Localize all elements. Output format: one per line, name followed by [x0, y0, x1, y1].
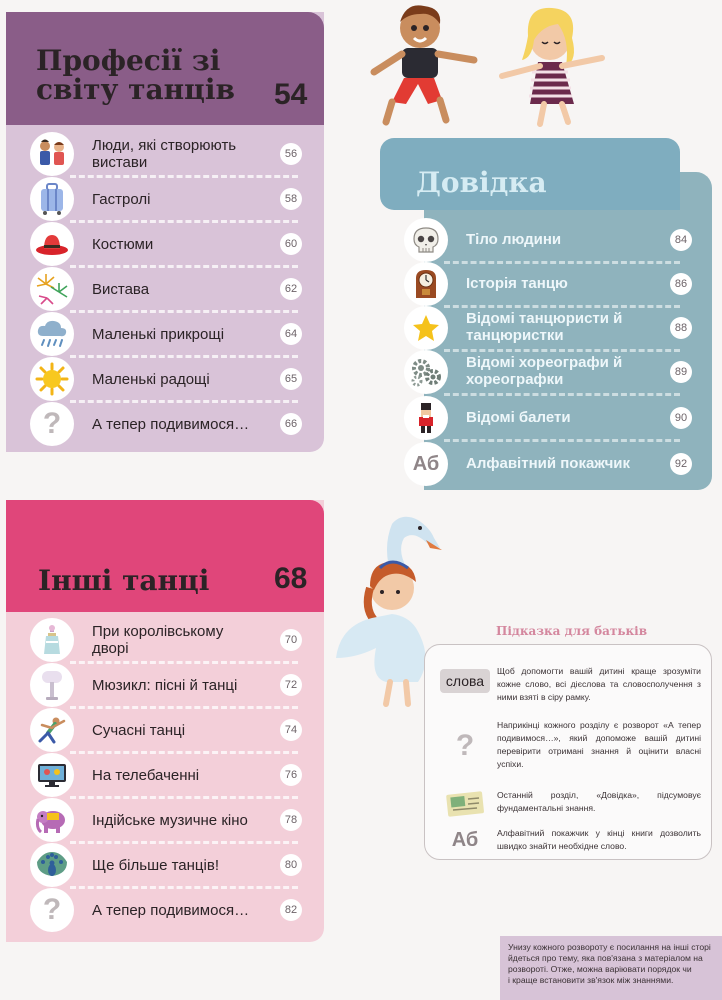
perfume-icon: [30, 618, 74, 662]
star-icon: [404, 306, 448, 350]
other-dances-header: [6, 500, 324, 612]
microphone-icon: [30, 663, 74, 707]
bottom-note: [500, 936, 722, 1000]
question-icon: [435, 729, 495, 763]
other-dances-item-label: На телебаченні: [92, 766, 200, 784]
other-dances-item-label: Мюзикл: пісні й танці: [92, 676, 238, 694]
elephant-icon: [30, 798, 74, 842]
other-dances-item-musical[interactable]: [6, 663, 324, 707]
other-dances-item-label: А тепер подивимося…: [92, 901, 250, 919]
alphabet-icon: [404, 442, 448, 486]
other-dances-page-number: 68: [274, 562, 308, 595]
page-badge: 89: [670, 361, 692, 383]
page-badge: 58: [280, 188, 302, 210]
page-badge: 76: [280, 764, 302, 786]
hint-text: Щоб допомогти вашій дитині краще зрозуміти кожне слово, всі дієслова та словосполучення з ними взяті в сіру рамку.: [497, 666, 701, 702]
postcard-icon: [435, 789, 495, 817]
reference-item-label: Історія танцю: [466, 275, 568, 292]
nutcracker-icon: [404, 396, 448, 440]
page-badge: 56: [280, 143, 302, 165]
hat-icon: [30, 222, 74, 266]
alphabet-glyph: Аб: [412, 452, 440, 475]
professions-item-label: Маленькі прикрощі: [92, 325, 225, 343]
professions-header: [6, 12, 324, 125]
other-dances-item-label: Індійське музичне кіно: [92, 811, 248, 829]
clock-icon: [404, 262, 448, 306]
professions-item-label: Костюми: [92, 235, 154, 253]
professions-item-joys[interactable]: [6, 357, 324, 401]
question-icon: ?: [30, 402, 74, 446]
hint-text: Останній розділ, «Довідка», підсумовує фундаментальні знання.: [497, 790, 701, 813]
question-glyph: ?: [455, 729, 475, 762]
suitcase-icon: [30, 177, 74, 221]
professions-title-line2: світу танців: [36, 73, 235, 107]
page-badge: 84: [670, 229, 692, 251]
dancing-children-illustration: [362, 0, 632, 130]
professions-item-troubles[interactable]: [6, 312, 324, 356]
page-badge: 65: [280, 368, 302, 390]
page-badge: 90: [670, 407, 692, 429]
question-icon: ?: [30, 888, 74, 932]
reference-item-body[interactable]: [380, 218, 700, 262]
reference-title[interactable]: Довідка: [416, 166, 547, 199]
professions-page-number: 54: [274, 78, 308, 111]
page-badge: 88: [670, 317, 692, 339]
reference-item-dancers[interactable]: [380, 306, 700, 350]
reference-item-index[interactable]: [380, 442, 700, 486]
other-dances-section: [6, 500, 324, 942]
reference-header: [380, 138, 680, 210]
word-frame-icon: [435, 669, 495, 693]
page-badge: 78: [280, 809, 302, 831]
reference-item-label: Відомі танцюристи й танцюристки: [466, 310, 623, 344]
hint-text: Алфавітний покажчик у кінці книги дозволить швидко знайти необхідне слово.: [497, 828, 701, 851]
other-dances-item-label: Ще більше танців!: [92, 856, 219, 874]
reference-item-ballets[interactable]: [380, 396, 700, 440]
professions-item-tour[interactable]: [6, 177, 324, 221]
bottom-note-line: йдеться про тему, яка пов'язана з матеріалом на: [508, 953, 703, 963]
hint-text: Наприкінці кожного розділу є розворот «А тепер подивимося…», який допоможе вашій дитині перевірити отримані знання й оцінити власні успіхи.: [497, 720, 701, 769]
other-dances-item-tv[interactable]: [6, 753, 324, 797]
page-badge: 72: [280, 674, 302, 696]
bottom-note-line: і краще встановити зв'язок між знаннями.: [508, 975, 674, 985]
professions-item-label: Маленькі радощі: [92, 370, 210, 388]
rain-cloud-icon: [30, 312, 74, 356]
other-dances-item-quiz[interactable]: [6, 888, 324, 932]
alphabet-glyph: Аб: [451, 829, 479, 851]
other-dances-item-label: Сучасні танці: [92, 721, 186, 739]
page-badge: 82: [280, 899, 302, 921]
professions-item-quiz[interactable]: [6, 402, 324, 446]
other-dances-item-bollywood[interactable]: [6, 798, 324, 842]
reference-item-label: Тіло людини: [466, 231, 562, 248]
professions-title[interactable]: [36, 46, 235, 105]
professions-item-costumes[interactable]: [6, 222, 324, 266]
reference-item-label: Відомі балети: [466, 409, 571, 426]
page-badge: 64: [280, 323, 302, 345]
page-badge: 60: [280, 233, 302, 255]
reference-item-history[interactable]: [380, 262, 700, 306]
bottom-note-line: розвороті. Отже, можна варіювати порядок чи: [508, 964, 692, 974]
other-dances-item-more[interactable]: [6, 843, 324, 887]
professions-item-people[interactable]: [6, 132, 324, 176]
page-badge: 80: [280, 854, 302, 876]
skull-icon: [404, 218, 448, 262]
professions-item-show[interactable]: [6, 267, 324, 311]
professions-item-label: Гастролі: [92, 190, 151, 208]
professions-item-label: А тепер подивимося…: [92, 415, 250, 433]
professions-section: [6, 12, 324, 452]
page-badge: 62: [280, 278, 302, 300]
gears-icon: [404, 350, 448, 394]
jumping-dancer-icon: [30, 708, 74, 752]
peacock-icon: [30, 843, 74, 887]
theater-people-icon: [30, 132, 74, 176]
other-dances-item-modern[interactable]: [6, 708, 324, 752]
alphabet-icon: [435, 829, 495, 852]
parents-hint-title: Підказка для батьків: [496, 624, 648, 638]
professions-title-line1: Професії зі: [36, 44, 221, 77]
fireworks-icon: [30, 267, 74, 311]
other-dances-item-court[interactable]: [6, 618, 324, 662]
page-badge: 66: [280, 413, 302, 435]
page-badge: 92: [670, 453, 692, 475]
page-badge: 70: [280, 629, 302, 651]
sun-icon: [30, 357, 74, 401]
reference-item-label: Відомі хореографи й хореографки: [466, 354, 623, 388]
other-dances-title[interactable]: Інші танці: [38, 564, 210, 597]
reference-item-choreographers[interactable]: [380, 350, 700, 394]
reference-item-label: Алфавітний покажчик: [466, 455, 631, 472]
other-dances-item-label: При королівському дворі: [92, 623, 224, 657]
parents-hint-box: [424, 644, 712, 860]
professions-item-label: Люди, які створюють вистави: [92, 137, 237, 171]
word-chip: слова: [440, 669, 490, 693]
page-badge: 74: [280, 719, 302, 741]
professions-item-label: Вистава: [92, 280, 150, 298]
bottom-note-line: Унизу кожного розвороту є посилання на інші сторі: [508, 942, 711, 952]
tv-icon: [30, 753, 74, 797]
page-badge: 86: [670, 273, 692, 295]
